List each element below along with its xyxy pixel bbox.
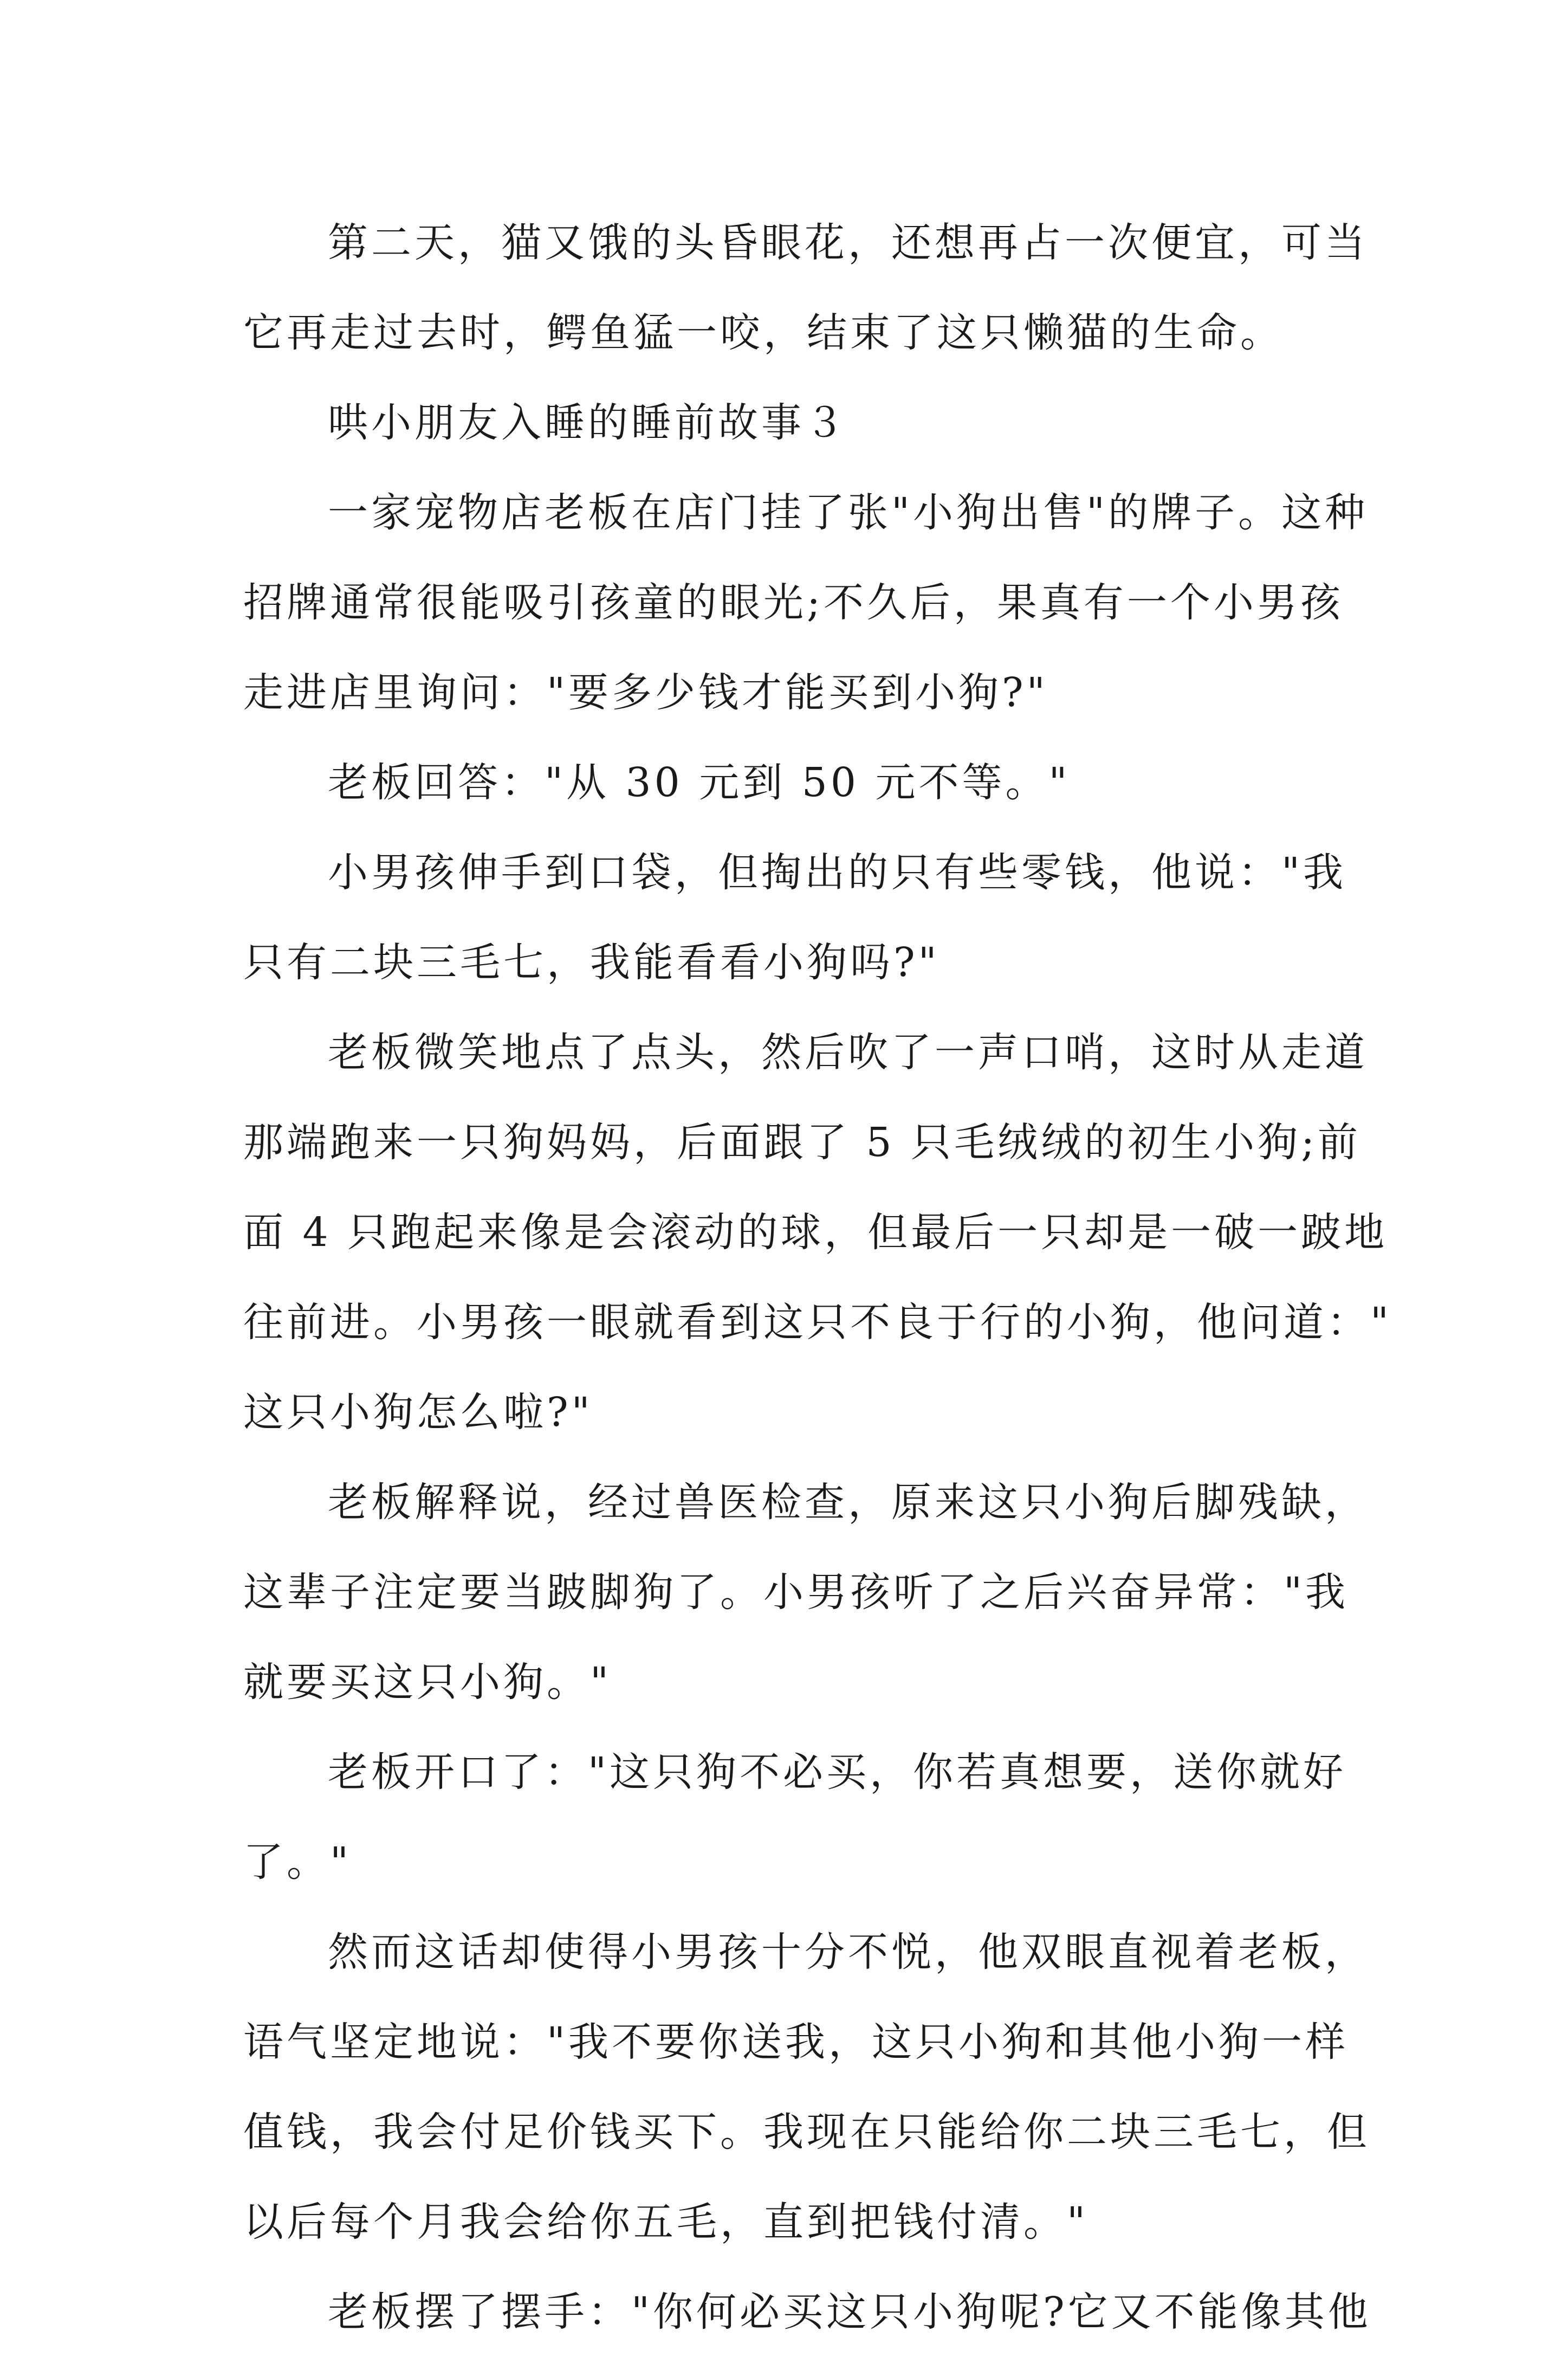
text-line: 这只小狗怎么啦?" xyxy=(243,1389,593,1436)
text-line: 哄小朋友入睡的睡前故事３ xyxy=(328,399,848,446)
text-line: 老板解释说，经过兽医检查，原来这只小狗后脚残缺， xyxy=(328,1479,1368,1526)
text-line: 老板摆了摆手："你何必买这只小狗呢?它又不能像其他 xyxy=(328,2289,1371,2335)
story-text-block xyxy=(243,198,1392,2357)
text-line: 老板回答："从 30 元到 50 元不等。" xyxy=(328,759,1071,806)
text-line: 它再走过去时，鳄鱼猛一咬，结束了这只懒猫的生命。 xyxy=(243,309,1284,356)
text-line: 走进店里询问："要多少钱才能买到小狗?" xyxy=(243,669,1048,716)
text-line: 这辈子注定要当跛脚狗了。小男孩听了之后兴奋异常："我 xyxy=(243,1569,1349,1616)
text-line: 以后每个月我会给你五毛，直到把钱付清。" xyxy=(243,2199,1089,2245)
text-line: 老板微笑地点了点头，然后吹了一声口哨，这时从走道 xyxy=(328,1029,1368,1076)
text-line: 一家宠物店老板在店门挂了张"小狗出售"的牌子。这种 xyxy=(328,489,1369,536)
text-line: 语气坚定地说："我不要你送我，这只小狗和其他小狗一样 xyxy=(243,2019,1349,2065)
text-line: 招牌通常很能吸引孩童的眼光;不久后，果真有一个小男孩 xyxy=(243,579,1344,626)
text-line: 老板开口了："这只狗不必买，你若真想要，送你就好 xyxy=(328,1749,1347,1796)
text-line: 就要买这只小狗。" xyxy=(243,1659,612,1706)
text-line: 往前进。小男孩一眼就看到这只不良于行的小狗，他问道：" xyxy=(243,1299,1392,1346)
text-line: 然而这话却使得小男孩十分不悦，他双眼直视着老板， xyxy=(328,1929,1368,1975)
text-line: 面 4 只跑起来像是会滚动的球，但最后一只却是一破一跛地 xyxy=(243,1209,1388,1256)
text-line: 值钱，我会付足价钱买下。我现在只能给你二块三毛七，但 xyxy=(243,2109,1370,2155)
text-line: 只有二块三毛七，我能看看小狗吗?" xyxy=(243,939,940,986)
text-line: 第二天，猫又饿的头昏眼花，还想再占一次便宜，可当 xyxy=(328,219,1368,266)
text-line: 了。" xyxy=(243,1839,352,1885)
text-line: 那端跑来一只狗妈妈，后面跟了 5 只毛绒绒的初生小狗;前 xyxy=(243,1119,1362,1166)
text-line: 小男孩伸手到口袋，但掏出的只有些零钱，他说："我 xyxy=(328,849,1347,896)
